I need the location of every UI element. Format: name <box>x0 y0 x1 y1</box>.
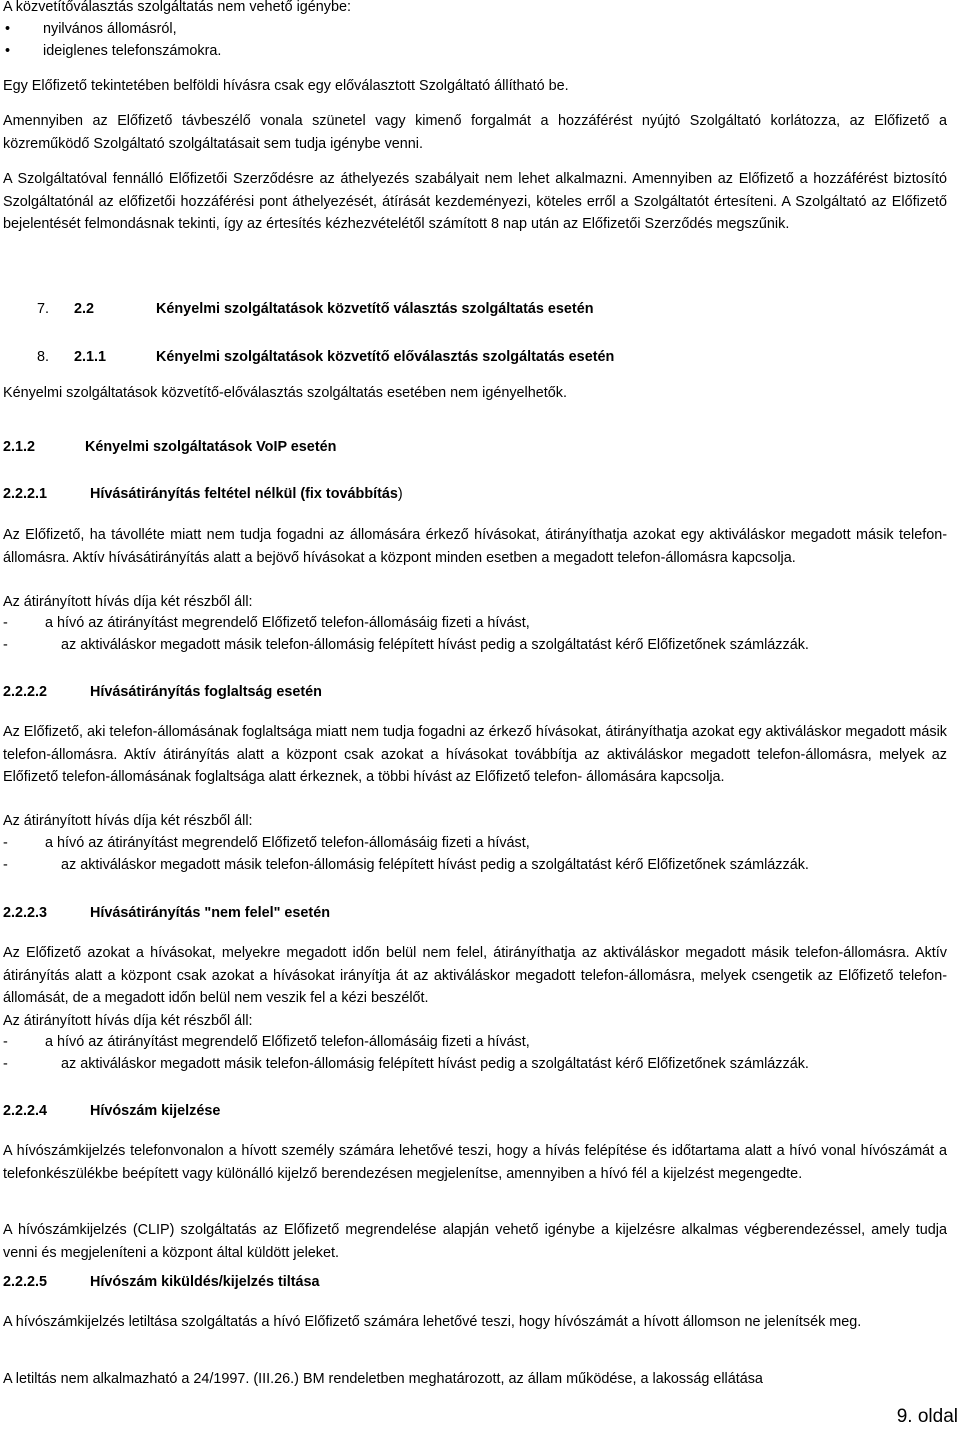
section-number: 2.2.2.1 <box>3 486 48 502</box>
heading-2-1-1 <box>3 346 614 369</box>
bullet-text: ideiglenes telefonszámokra. <box>43 43 222 59</box>
section-title: Kényelmi szolgáltatások közvetítő előválasztás szolgáltatás esetén <box>156 349 615 365</box>
s2221-item-1 <box>3 612 530 635</box>
s2221-fee: Az átirányított hívás díja két részből áll: <box>3 594 253 610</box>
heading-2-2-2-3 <box>3 902 330 925</box>
item-text: a hívó az átirányítást megrendelő Előfizető telefon-állomásáig fizeti a hívást, <box>45 1034 530 1050</box>
heading-2-2-2-1 <box>3 483 403 506</box>
dash-marker: - <box>3 1034 8 1050</box>
bullet-item-2 <box>3 40 221 63</box>
section-title: Kényelmi szolgáltatások VoIP esetén <box>85 439 337 455</box>
dash-marker: - <box>3 615 8 631</box>
section-title: Hívószám kiküldés/kijelzés tiltása <box>90 1274 320 1290</box>
section-title: Hívásátirányítás feltétel nélkül (fix továbbítás <box>90 486 398 502</box>
list-number: 8. <box>37 349 50 365</box>
section-title: Hívásátirányítás foglaltság esetén <box>90 684 322 700</box>
section-number: 2.1.2 <box>3 439 36 455</box>
s2223-item-1 <box>3 1031 530 1054</box>
section-number: 2.2.2.5 <box>3 1274 48 1290</box>
paragraph-preselect: Kényelmi szolgáltatások közvetítő-előválasztás szolgáltatás esetében nem igényelhetők. <box>3 385 567 401</box>
s2221-body: Az Előfizető, ha távolléte miatt nem tudja fogadni az állomására érkező hívásokat, átirányíthatja azokat egy aktiváláskor megadott másik telefon-állomásra. Aktív hívásátirányítás alatt a bejövő hívásokat a központ minden esetben a megadott telefon-állomásra kapcsolja. <box>3 527 947 566</box>
section-number: 2.2.2.3 <box>3 905 48 921</box>
section-number: 2.2.2.2 <box>3 684 48 700</box>
section-title: Hívószám kijelzése <box>90 1103 221 1119</box>
bullet-item-1 <box>3 18 177 41</box>
section-number: 2.1.1 <box>74 349 107 365</box>
s2224-p2: A hívószámkijelzés (CLIP) szolgáltatás az Előfizető megrendelése alapján vehető igénybe a kijelzésre alkalmas végberendezéssel, amely tudja venni és megjeleníteni a központ által küldött jeleket. <box>3 1222 947 1261</box>
heading-2-2-2-4 <box>3 1100 220 1123</box>
s2223-fee: Az átirányított hívás díja két részből áll: <box>3 1013 253 1029</box>
page-number: 9. oldal <box>896 1406 958 1427</box>
item-text: az aktiváláskor megadott másik telefon-állomásig felépített hívást pedig a szolgáltatást kérő Előfizetőnek számlázzák. <box>61 857 809 873</box>
s2221-item-2 <box>3 634 809 657</box>
intro-title: A közvetítőválasztás szolgáltatás nem vehető igénybe: <box>3 0 351 15</box>
s2222-item-1 <box>3 832 530 855</box>
paragraph-relocation: A Szolgáltatóval fennálló Előfizetői Szerződésre az áthelyezés szabályait nem lehet alkalmazni. Amennyiben az Előfizető a hozzáférést biztosító Szolgáltatónál az előfizetői hozzáférési pont áthelyezését, átírását kezdeményezi, köteles erről a Szolgáltatót értesíteni. A Szolgáltató az Előfizető bejelentését felmondásnak tekinti, így az értesítés kézhezvételétől számított 8 nap után az Előfizetői Szerződés megszűnik. <box>3 171 947 233</box>
heading-2-2 <box>3 298 594 321</box>
section-title: Hívásátirányítás "nem felel" esetén <box>90 905 331 921</box>
bullet-icon: • <box>5 43 11 59</box>
item-text: a hívó az átirányítást megrendelő Előfizető telefon-állomásáig fizeti a hívást, <box>45 615 530 631</box>
item-text: a hívó az átirányítást megrendelő Előfizető telefon-állomásáig fizeti a hívást, <box>45 835 530 851</box>
s2225-p2: A letiltás nem alkalmazható a 24/1997. (III.26.) BM rendeletben meghatározott, az állam működése, a lakosság ellátása <box>3 1371 763 1387</box>
s2222-item-2 <box>3 854 809 877</box>
s2225-p1: A hívószámkijelzés letiltása szolgáltatás a hívó Előfizető számára lehetővé teszi, hogy hívószámát a hívott állomson ne jelenítsék meg. <box>3 1314 862 1330</box>
s2222-fee: Az átirányított hívás díja két részből áll: <box>3 813 253 829</box>
dash-marker: - <box>3 857 8 873</box>
bullet-text: nyilvános állomásról, <box>43 21 177 37</box>
section-title-end: ) <box>397 486 403 502</box>
list-number: 7. <box>37 301 50 317</box>
s2222-body: Az Előfizető, aki telefon-állomásának foglaltsága miatt nem tudja fogadni az érkező hívásokat, átirányíthatja azokat egy aktiváláskor megadott másik telefon-állomásra. Aktív átirányítás alatt a központ csak azokat a hívásokat továbbítja az aktiváláskor megadott telefon-állomásra, melyek az Előfizető telefon-állomásának foglaltsága alatt érkeznek, a többi hívást az Előfizető telefon- állomására kapcsolja. <box>3 724 947 786</box>
heading-2-2-2-5 <box>3 1271 320 1294</box>
heading-2-2-2-2 <box>3 681 322 704</box>
s2223-item-2 <box>3 1053 809 1076</box>
heading-2-1-2 <box>3 436 336 459</box>
item-text: az aktiváláskor megadott másik telefon-állomásig felépített hívást pedig a szolgáltatást kérő Előfizetőnek számlázzák. <box>61 637 809 653</box>
dash-marker: - <box>3 637 8 653</box>
section-number: 2.2.2.4 <box>3 1103 48 1119</box>
bullet-icon: • <box>5 21 11 37</box>
dash-marker: - <box>3 1056 8 1072</box>
dash-marker: - <box>3 835 8 851</box>
s2224-p1: A hívószámkijelzés telefonvonalon a hívott személy számára lehetővé teszi, hogy a hívás felépítése és időtartama alatt a hívó vonal hívószámát a telefonkészülékbe beépített vagy különálló kijelző berendezésen megjelenítse, amennyiben a hívó fél a kijelzést megengedte. <box>3 1143 947 1182</box>
item-text: az aktiváláskor megadott másik telefon-állomásig felépített hívást pedig a szolgáltatást kérő Előfizetőnek számlázzák. <box>61 1056 809 1072</box>
section-title: Kényelmi szolgáltatások közvetítő választás szolgáltatás esetén <box>156 301 594 317</box>
section-number: 2.2 <box>74 301 95 317</box>
paragraph-restriction: Amennyiben az Előfizető távbeszélő vonala szünetel vagy kimenő forgalmát a hozzáférést nyújtó Szolgáltató korlátozza, az Előfizető a közreműködő Szolgáltató szolgáltatásait sem tudja igénybe venni. <box>3 113 947 152</box>
s2223-body: Az Előfizető azokat a hívásokat, melyekre megadott időn belül nem felel, átirányíthatja az aktiváláskor megadott másik telefon-állomásra. Aktív átirányítás alatt a központ csak azokat a hívásokat irányítja át az aktiváláskor megadott telefon-állomásra, melyek csengetik az Előfizető telefon-állomását, de a megadott időn belül nem veszik fel a kézi beszélőt. <box>3 945 947 1007</box>
intro-note: Egy Előfizető tekintetében belföldi hívásra csak egy előválasztott Szolgáltató állítható be. <box>3 78 569 94</box>
